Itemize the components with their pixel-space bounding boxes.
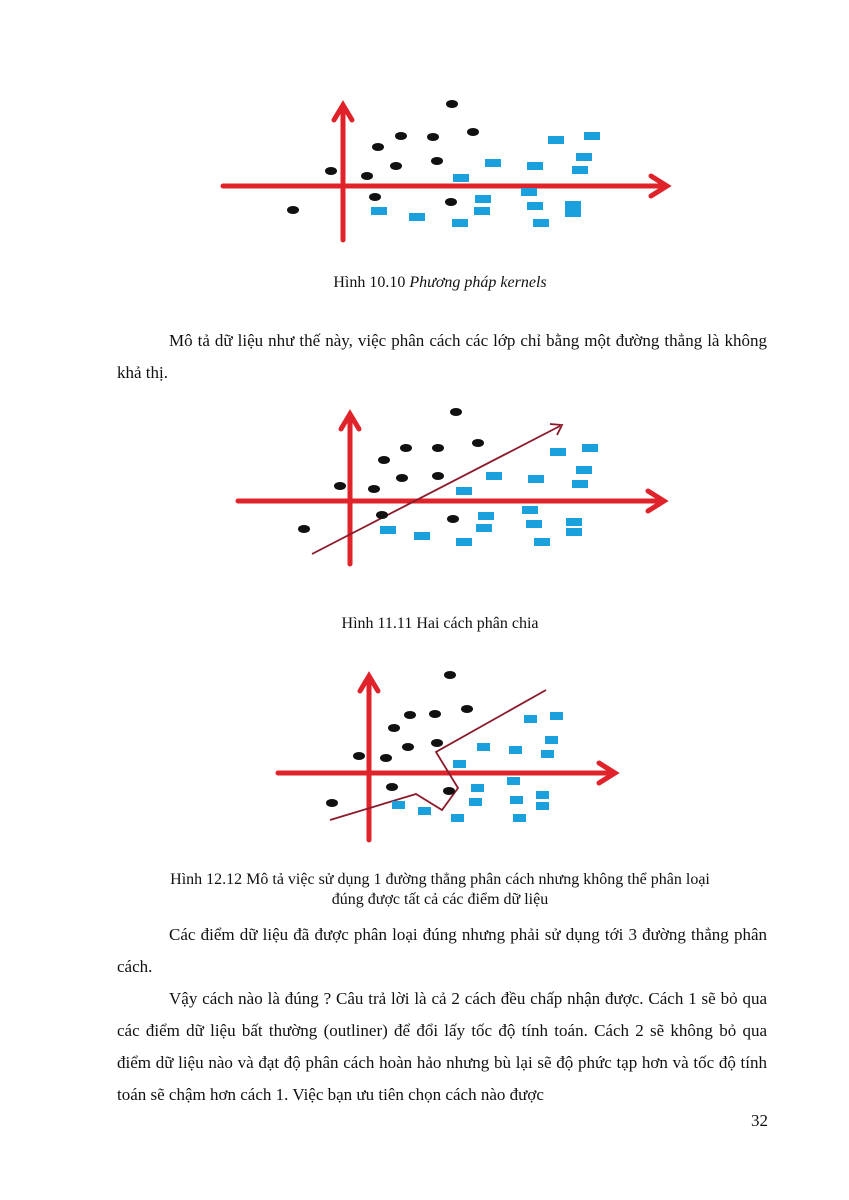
dot-class-points: [326, 671, 473, 807]
figure-complex-separation: [270, 660, 625, 850]
x-axis: [238, 491, 664, 511]
figure-kernels: [215, 95, 675, 250]
square-class-points: [380, 444, 598, 546]
figure-two-separations: [230, 402, 675, 572]
paragraph: Các điểm dữ liệu đã được phân loại đúng nhưng phải sử dụng tới 3 đường thẳng phân cách.: [117, 925, 767, 976]
paragraph: Vậy cách nào là đúng ? Câu trả lời là cả 2 cách đều chấp nhận được. Cách 1 sẽ bỏ qua các điểm dữ liệu bất thường (outliner) để đổi lấy tốc độ tính toán. Cách 2 sẽ không bỏ qua điểm dữ liệu nào và đạt độ phân cách hoàn hảo nhưng bù lại sẽ độ phức tạp hơn và tốc độ tính toán sẽ chậm hơn cách 1. Việc bạn ưu tiên chọn cách nào được: [117, 989, 767, 1104]
caption-italic: Phương pháp kernels: [409, 274, 547, 291]
figure-caption: [100, 273, 780, 293]
x-axis: [223, 176, 667, 196]
dot-class-points: [287, 100, 479, 214]
caption-line-1: Hình 12.12 Mô tả việc sử dụng 1 đường thẳng phân cách nhưng không thể phân loại: [170, 871, 710, 888]
caption-line-2: đúng được tất cả các điểm dữ liệu: [331, 891, 549, 908]
figure-caption: Hình 11.11 Hai cách phân chia: [341, 615, 539, 632]
x-axis: [278, 763, 615, 783]
dot-class-points: [298, 408, 484, 533]
page-number: 32: [751, 1111, 768, 1130]
figure-caption: [100, 870, 780, 910]
paragraph: Mô tả dữ liệu như thế này, việc phân cách các lớp chỉ bằng một đường thẳng là không khả thị.: [117, 331, 767, 382]
caption-prefix: Hình 10.10: [333, 274, 410, 291]
square-class-points: [371, 132, 600, 227]
y-axis: [334, 105, 352, 240]
